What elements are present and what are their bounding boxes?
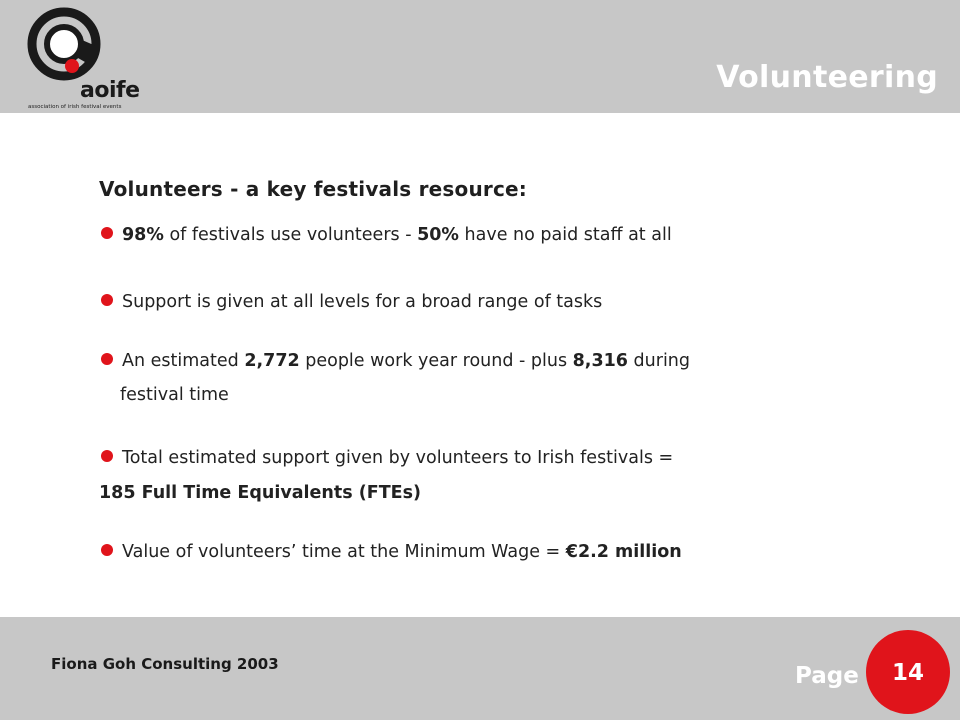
stat-value: 98% [122, 225, 164, 245]
bullet-dot-icon [101, 294, 113, 306]
bullet-continuation: festival time [120, 385, 229, 405]
bullet-item [101, 287, 602, 317]
stat-value: 8,316 [572, 351, 628, 371]
bullet-text: during [627, 351, 691, 371]
slide-title: Volunteering [716, 60, 938, 95]
bullet-item [101, 346, 690, 376]
aoife-logo [22, 6, 152, 110]
bullet-item [101, 443, 673, 473]
bullet-text: Total estimated support given by volunteers to Irish festivals = [122, 448, 674, 468]
bullet-dot-icon [101, 544, 113, 556]
bullet-dot-icon [101, 227, 113, 239]
bullet-continuation: 185 Full Time Equivalents (FTEs) [99, 483, 421, 503]
header-band [0, 0, 960, 113]
logo-tagline: association of irish festival events [28, 104, 122, 110]
stat-value: €2.2 million [565, 542, 682, 562]
page-label: Page [795, 663, 859, 689]
bullet-text: An estimated [122, 351, 245, 371]
stat-value: 50% [417, 225, 459, 245]
page-number: 14 [891, 660, 924, 686]
bullet-item [101, 220, 672, 250]
bullet-text: have no paid staff at all [458, 225, 672, 245]
bullet-text: of festivals use volunteers - [163, 225, 418, 245]
bullet-item [101, 537, 682, 567]
bullet-text: people work year round - plus [299, 351, 573, 371]
footer-credit: Fiona Goh Consulting 2003 [51, 655, 279, 673]
bullet-text: Value of volunteers’ time at the Minimum Wage = [122, 542, 566, 562]
bullet-text: Support is given at all levels for a broad range of tasks [122, 292, 603, 312]
bullet-dot-icon [101, 353, 113, 365]
stat-value: 2,772 [244, 351, 300, 371]
slide-subtitle: Volunteers - a key festivals resource: [99, 177, 527, 201]
logo-wordmark: aoife [80, 78, 140, 103]
bullet-dot-icon [101, 450, 113, 462]
